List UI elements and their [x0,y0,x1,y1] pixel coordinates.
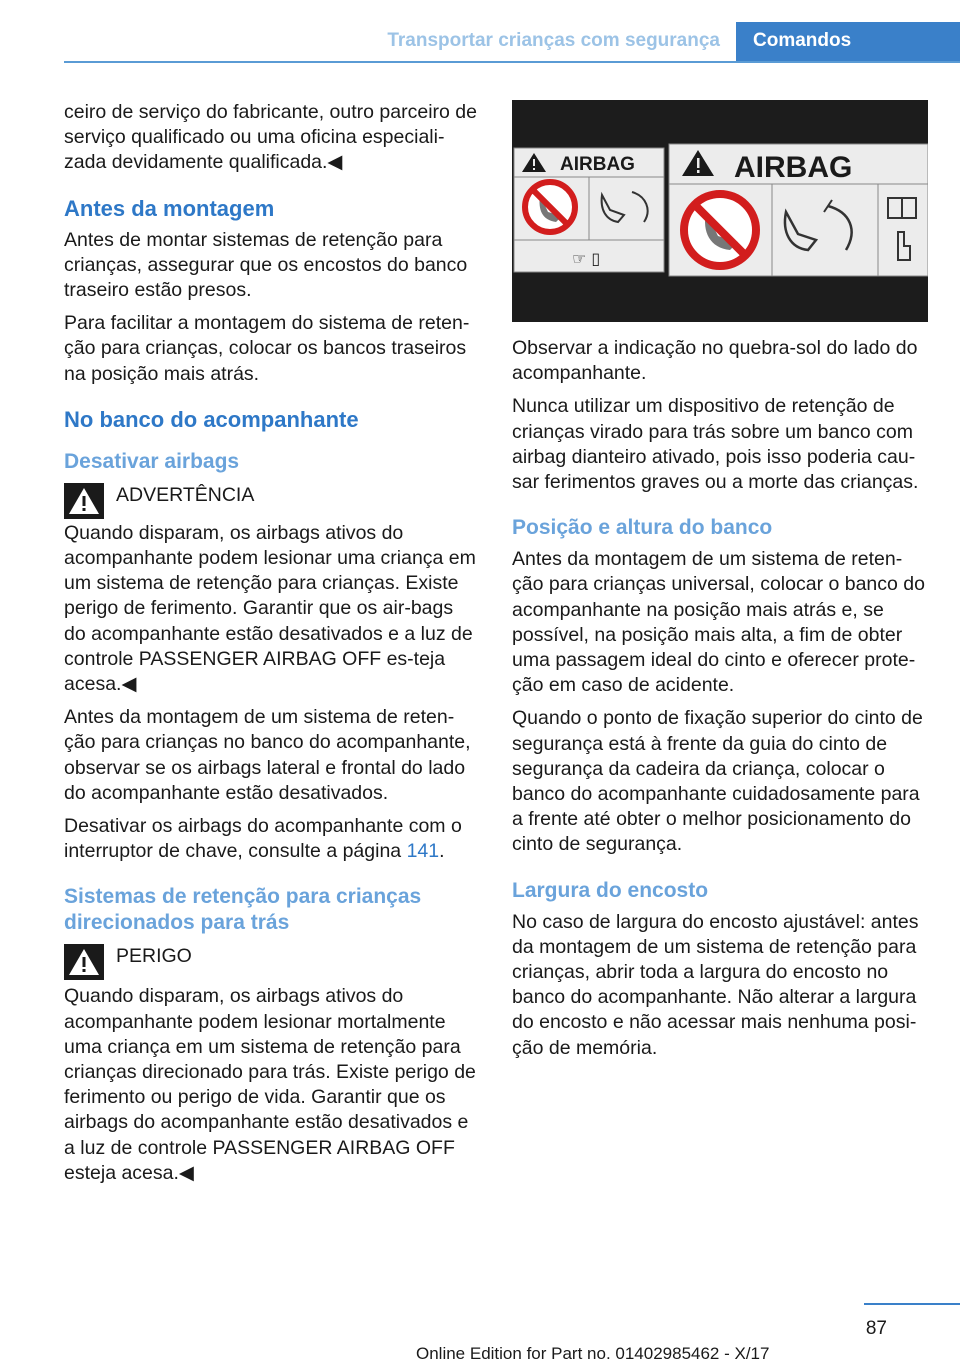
svg-text:AIRBAG: AIRBAG [734,151,853,184]
svg-text:☞ ▯: ☞ ▯ [572,249,601,268]
airbag-warning-label-image [512,100,928,322]
heading-largura-encosto: Largura do encosto [512,878,709,902]
heading-posicao-altura: Posição e altura do banco [512,516,773,540]
danger-block [64,942,478,1186]
section-title: Transportar crianças com segurança [387,30,720,51]
page-reference-link[interactable]: 141 [406,840,440,863]
chapter-tab: Comandos [736,22,960,62]
page-number: 87 [865,1318,887,1339]
warning-block [64,481,478,697]
antes-paragraph-2: Para facilitar a montagem do sistema de reten‐ção para crianças, colocar os bancos traseiros na posição mais atrás. [64,312,470,385]
desativar-paragraph-1: Antes da montagem de um sistema de reten‐ção para crianças no banco do acompanhante, observar se os airbags lateral e frontal do lado do acompanhante estão desativados. [64,706,471,804]
heading-sistemas-retencao: Sistemas de retenção para crianças direcionados para trás [64,885,422,935]
warning-text: Quando disparam, os airbags ativos do acompanhante podem lesionar uma criança em um sistema de retenção para crianças. Existe perigo de ferimento. Garantir que os air‐bags do acompanhante estão desativados e a luz de controle PASSENGER AIRBAG OFF es‐teja acesa.◀ [64,521,476,696]
header-rule [64,61,960,63]
heading-banco-acompanhante: No banco do acompanhante [64,406,359,432]
danger-triangle-icon [64,944,104,980]
danger-label: PERIGO [116,945,192,968]
large-airbag-label [669,144,928,276]
footer-rule [864,1303,960,1305]
posicao-paragraph-2: Quando o ponto de fixação superior do cinto de segurança está à frente da guia do cinto de segurança da cadeira da criança, colocar o banco do acompanhante cuidadosamente para a frente até obter o melhor posicionamento do cinto de segurança. [512,707,923,856]
antes-paragraph-1: Antes de montar sistemas de retenção para crianças, assegurar que os encostos do banco traseiro estão presos. [64,228,468,302]
intro-paragraph: ceiro de serviço do fabricante, outro parceiro de serviço qualificado ou uma oficina especiali‐zada devidamente qualificada.◀ [64,101,477,174]
edition-footer: Online Edition for Part no. 01402985462 - X/17 [416,1344,770,1363]
left-column [64,100,478,1194]
small-airbag-label [514,148,664,272]
warning-label: ADVERTÊNCIA [116,483,255,506]
posicao-paragraph-1: Antes da montagem de um sistema de reten‐ção para crianças universal, colocar o banco do acompanhante na posição mais atrás e, se possível, na posição mais alta, a fim de obter uma passagem ideal do cinto e oferecer prote‐ção em caso de acidente. [512,548,925,697]
observar-paragraph-1: Observar a indicação no quebra-sol do lado do acompanhante. [512,337,918,385]
svg-text:AIRBAG: AIRBAG [560,154,635,175]
right-column [512,100,926,1069]
heading-antes-da-montagem: Antes da montagem [64,195,275,221]
observar-paragraph-2: Nunca utilizar um dispositivo de retenção de crianças virado para trás sobre um banco com airbag dianteiro ativado, pois isso poderia cau‐sar ferimentos graves ou a morte das crianças. [512,395,919,494]
warning-triangle-icon [64,483,104,519]
page-header [0,0,960,62]
largura-paragraph-1: No caso de largura do encosto ajustável: antes da montagem de um sistema de retenção para crianças, abrir toda a largura do encosto no banco do acompanhante. Não alterar a largura do encosto e não acessar mais nenhuma posi‐ção de memória. [512,910,919,1059]
danger-text: Quando disparam, os airbags ativos do acompanhante podem lesionar mortalmente uma criança em um sistema de retenção para crianças direcionado para trás. Existe perigo de ferimento ou perigo de vida. Garantir que os airbags do acompanhante estão desativados e a luz de controle PASSENGER AIRBAG OFF esteja acesa.◀ [64,985,476,1184]
heading-desativar-airbags: Desativar airbags [64,449,240,473]
desativar-paragraph-2: Desativar os airbags do acompanhante com o interruptor de chave, consulte a página 141. [64,815,462,863]
